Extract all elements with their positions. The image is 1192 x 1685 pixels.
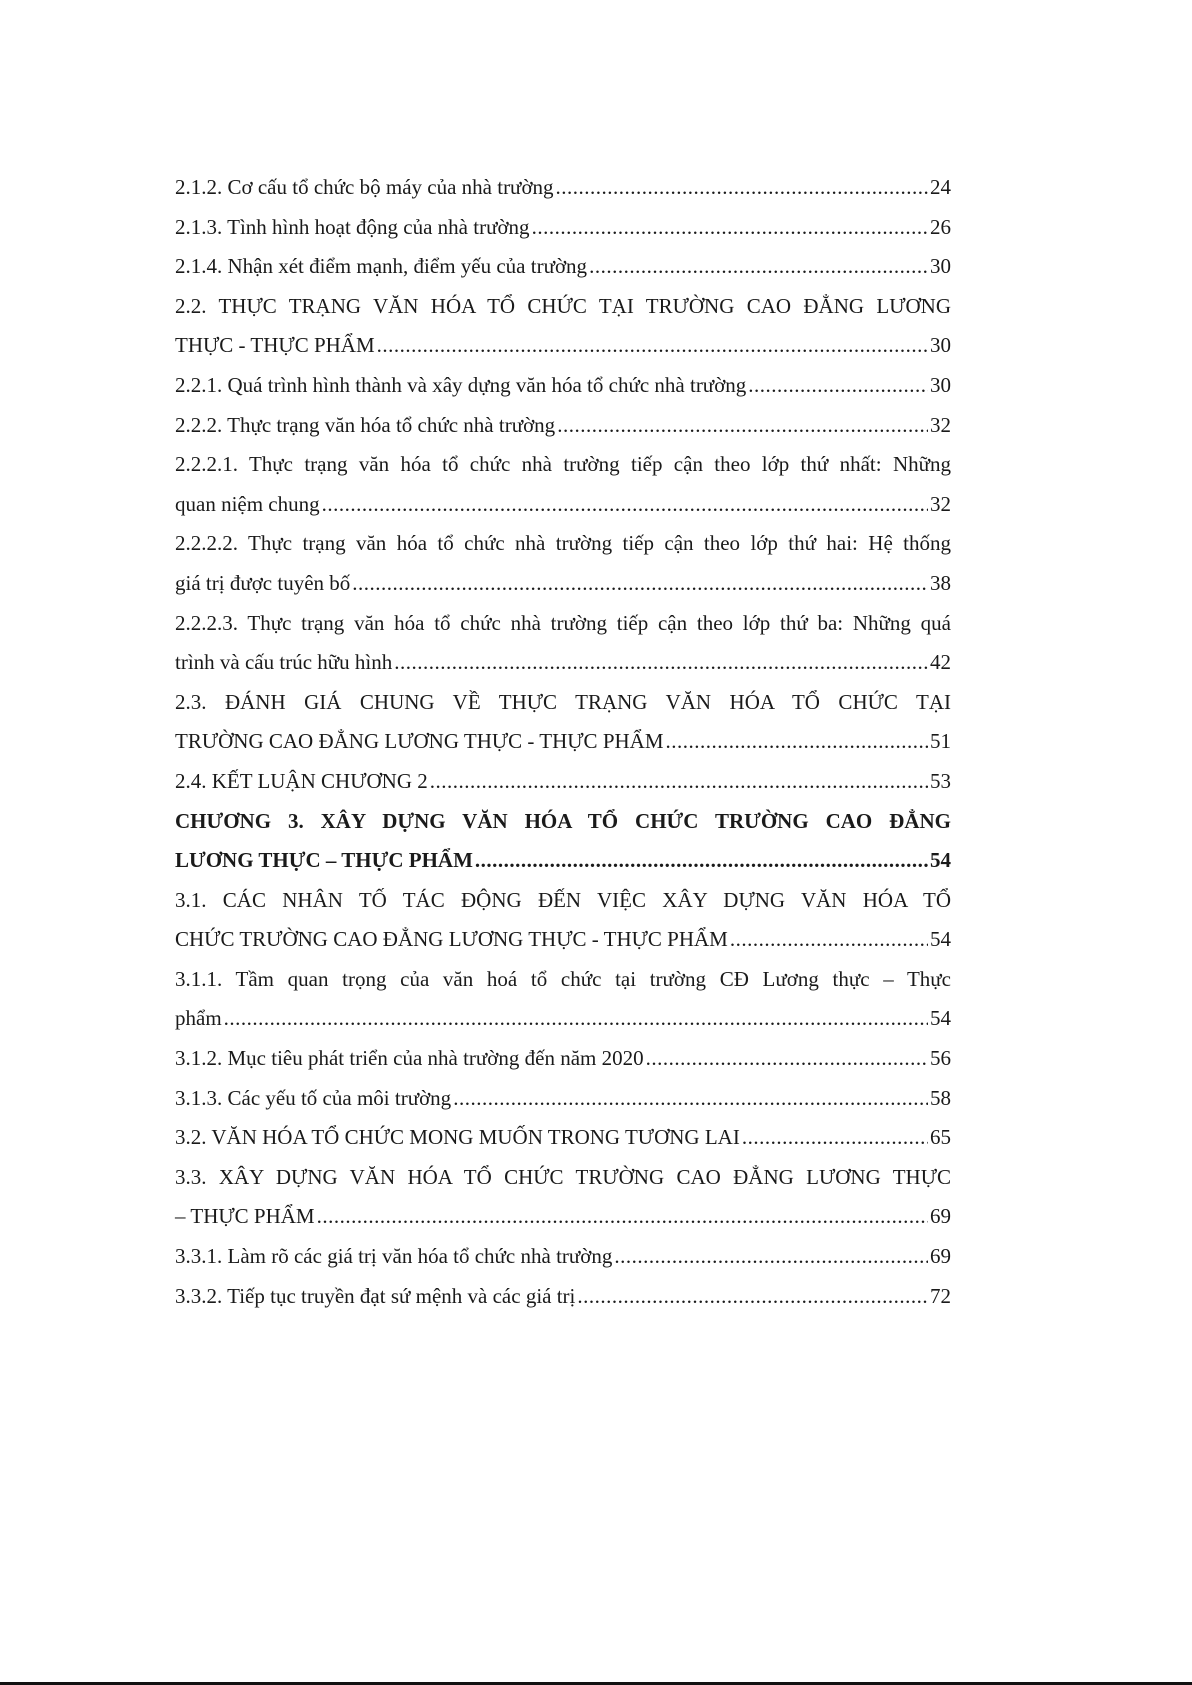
toc-entry: [175, 208, 951, 248]
toc-page-number: 32: [930, 491, 951, 516]
toc-entry: [175, 287, 951, 366]
toc-entry-title: 2.4. KẾT LUẬN CHƯƠNG 2: [175, 768, 428, 793]
dot-leader: [730, 920, 928, 960]
dot-leader: [224, 999, 928, 1039]
toc-page-number: 30: [930, 254, 951, 279]
toc-entry-title: 2.1.2. Cơ cấu tổ chức bộ máy của nhà trường: [175, 175, 554, 199]
toc-page-number: 38: [930, 570, 951, 595]
dot-leader: [742, 1118, 928, 1158]
table-of-contents: [175, 168, 951, 1316]
toc-entry-last-line: [175, 564, 951, 604]
toc-page-number: 58: [930, 1085, 951, 1110]
toc-page-number: 51: [930, 729, 951, 754]
toc-page-number: 69: [930, 1204, 951, 1229]
toc-page-number: 30: [930, 372, 951, 397]
toc-entry-last-line: [175, 722, 951, 762]
dot-leader: [666, 722, 929, 762]
toc-entry-last-line: [175, 841, 951, 881]
toc-entry-title: 3.3.1. Làm rõ các giá trị văn hóa tổ chức nhà trường: [175, 1244, 613, 1269]
dot-leader: [394, 643, 928, 683]
toc-entry: [175, 683, 951, 762]
toc-entry-title: 2.1.3. Tình hình hoạt động của nhà trường: [175, 214, 530, 239]
toc-entry: [175, 762, 951, 802]
toc-page-number: 54: [930, 1006, 951, 1031]
toc-entry: [175, 406, 951, 446]
dot-leader: [430, 762, 928, 802]
toc-entry-title: 2.1.4. Nhận xét điểm mạnh, điểm yếu của trường: [175, 254, 588, 279]
toc-entry-title-line: trình và cấu trúc hữu hình: [175, 650, 393, 675]
dot-leader: [475, 841, 928, 881]
dot-leader: [589, 247, 928, 287]
toc-page-number: 72: [930, 1283, 951, 1308]
toc-entry: [175, 881, 951, 960]
toc-entry-title-line: LƯƠNG THỰC – THỰC PHẨM: [175, 848, 473, 873]
toc-entry-last-line: [175, 643, 951, 683]
toc-entry-title: 2.2.1. Quá trình hình thành và xây dựng văn hóa tổ chức nhà trường: [175, 372, 747, 397]
toc-page-number: 54: [930, 848, 951, 873]
toc-entry-title-line: 3.3. XÂY DỰNG VĂN HÓA TỔ CHỨC TRƯỜNG CAO ĐẲNG LƯƠNG THỰC: [175, 1164, 951, 1189]
toc-entry: [175, 247, 951, 287]
dot-leader: [317, 1197, 928, 1237]
toc-entry-title-line: phẩm: [175, 1006, 222, 1031]
toc-entry-last-line: [175, 920, 951, 960]
toc-entry: [175, 168, 951, 208]
toc-entry: [175, 524, 951, 603]
dot-leader: [322, 485, 928, 525]
toc-page-number: 24: [930, 175, 951, 199]
toc-entry-title-line: 3.1. CÁC NHÂN TỐ TÁC ĐỘNG ĐẾN VIỆC XÂY DỰNG VĂN HÓA TỔ: [175, 887, 951, 912]
toc-entry: [175, 802, 951, 881]
toc-page-number: 42: [930, 650, 951, 675]
toc-entry-title: 3.3.2. Tiếp tục truyền đạt sứ mệnh và các giá trị: [175, 1283, 576, 1308]
toc-entry-title-line: TRƯỜNG CAO ĐẲNG LƯƠNG THỰC - THỰC PHẨM: [175, 729, 664, 754]
toc-entry-title-line: 3.1.1. Tầm quan trọng của văn hoá tổ chức tại trường CĐ Lương thực – Thực: [175, 966, 951, 991]
toc-entry-title: 3.1.3. Các yếu tố của môi trường: [175, 1085, 452, 1110]
toc-entry-title-line: 2.3. ĐÁNH GIÁ CHUNG VỀ THỰC TRẠNG VĂN HÓA TỔ CHỨC TẠI: [175, 689, 951, 714]
dot-leader: [557, 406, 928, 446]
dot-leader: [453, 1079, 928, 1119]
dot-leader: [556, 168, 928, 208]
dot-leader: [646, 1039, 928, 1079]
toc-entry-title-line: THỰC - THỰC PHẨM: [175, 333, 375, 358]
toc-page-number: 53: [930, 768, 951, 793]
toc-entry-last-line: [175, 999, 951, 1039]
dot-leader: [377, 326, 928, 366]
toc-entry-title: 3.2. VĂN HÓA TỔ CHỨC MONG MUỐN TRONG TƯƠNG LAI: [175, 1125, 740, 1150]
toc-entry: [175, 1158, 951, 1237]
toc-entry-title-line: – THỰC PHẨM: [175, 1204, 315, 1229]
toc-entry-title-line: 2.2. THỰC TRẠNG VĂN HÓA TỔ CHỨC TẠI TRƯỜNG CAO ĐẲNG LƯƠNG: [175, 293, 951, 318]
toc-entry: [175, 1118, 951, 1158]
toc-page-number: 26: [930, 214, 951, 239]
toc-entry-title-line: CHƯƠNG 3. XÂY DỰNG VĂN HÓA TỔ CHỨC TRƯỜNG CAO ĐẲNG: [175, 808, 951, 833]
toc-page-number: 30: [930, 333, 951, 358]
toc-entry: [175, 1237, 951, 1277]
toc-entry-title-line: quan niệm chung: [175, 491, 320, 516]
dot-leader: [748, 366, 928, 406]
toc-entry-title-line: giá trị được tuyên bố: [175, 570, 351, 595]
toc-entry: [175, 366, 951, 406]
toc-entry-title-line: 2.2.2.2. Thực trạng văn hóa tổ chức nhà trường tiếp cận theo lớp thứ hai: Hệ thống: [175, 531, 951, 556]
dot-leader: [614, 1237, 928, 1277]
toc-page-number: 56: [930, 1046, 951, 1071]
toc-entry: [175, 445, 951, 524]
dot-leader: [352, 564, 928, 604]
toc-entry: [175, 1039, 951, 1079]
toc-entry-title: 2.2.2. Thực trạng văn hóa tổ chức nhà trường: [175, 412, 556, 437]
toc-page-number: 32: [930, 412, 951, 437]
toc-entry-title-line: CHỨC TRƯỜNG CAO ĐẲNG LƯƠNG THỰC - THỰC PHẨM: [175, 927, 728, 952]
dot-leader: [577, 1277, 928, 1317]
toc-entry: [175, 960, 951, 1039]
dot-leader: [532, 208, 928, 248]
toc-entry-title-line: 2.2.2.3. Thực trạng văn hóa tổ chức nhà trường tiếp cận theo lớp thứ ba: Những quá: [175, 610, 951, 635]
toc-entry-last-line: [175, 326, 951, 366]
toc-page-number: 54: [930, 927, 951, 952]
toc-entry-title-line: 2.2.2.1. Thực trạng văn hóa tổ chức nhà trường tiếp cận theo lớp thứ nhất: Những: [175, 452, 951, 477]
toc-page-number: 65: [930, 1125, 951, 1150]
toc-entry: [175, 604, 951, 683]
toc-entry: [175, 1079, 951, 1119]
toc-entry-title: 3.1.2. Mục tiêu phát triển của nhà trường đến năm 2020: [175, 1046, 644, 1071]
toc-entry: [175, 1277, 951, 1317]
toc-entry-last-line: [175, 485, 951, 525]
toc-page-number: 69: [930, 1244, 951, 1269]
toc-entry-last-line: [175, 1197, 951, 1237]
